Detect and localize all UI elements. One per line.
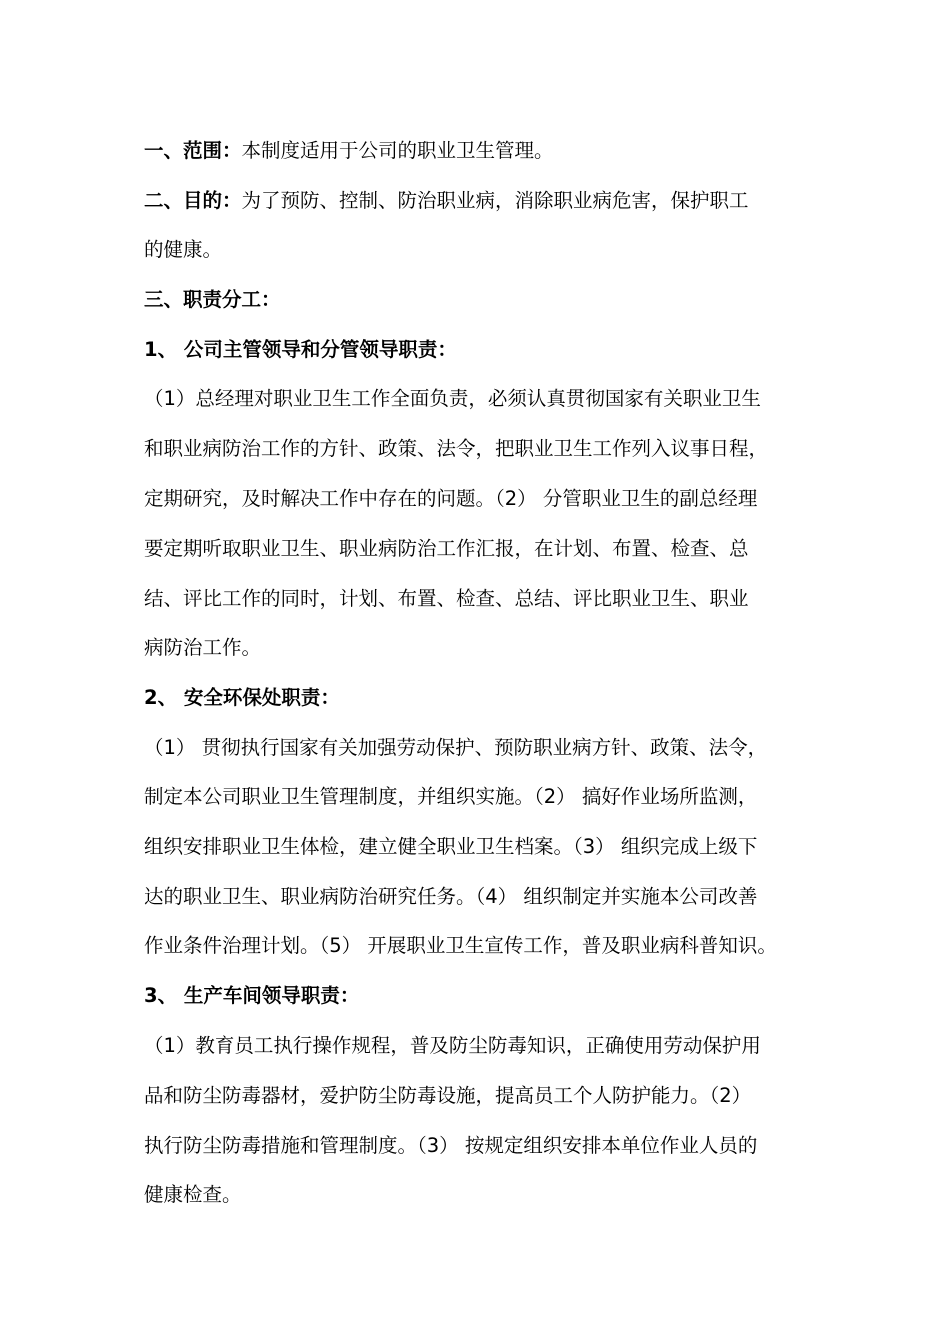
section1-line: 要定期听取职业卫生、职业病防治工作汇报，在计划、布置、检查、总	[144, 537, 749, 560]
section1-line: 病防治工作。	[144, 636, 262, 659]
scope-text: 本制度适用于公司的职业卫生管理。	[241, 139, 554, 162]
section2-line: 制定本公司职业卫生管理制度，并组织实施。（2） 搞好作业场所监测，	[144, 785, 758, 808]
section1-line: 和职业病防治工作的方针、政策、法令，把职业卫生工作列入议事日程，	[144, 437, 769, 460]
section1-heading: 1、 公司主管领导和分管领导职责：	[144, 338, 457, 361]
section1-line: 结、评比工作的同时，计划、布置、检查、总结、评比职业卫生、职业	[144, 587, 749, 610]
section2-line: 组织安排职业卫生体检，建立健全职业卫生档案。（3） 组织完成上级下	[144, 835, 758, 858]
section2-line: 达的职业卫生、职业病防治研究任务。（4） 组织制定并实施本公司改善	[144, 885, 758, 908]
section3-line: 健康检查。	[144, 1183, 242, 1206]
section2-line: 作业条件治理计划。（5） 开展职业卫生宣传工作，普及职业病科普知识。	[144, 934, 777, 957]
section2-heading: 2、 安全环保处职责：	[144, 686, 340, 709]
purpose-paragraph	[144, 186, 834, 216]
purpose-heading: 二、目的：	[144, 189, 242, 212]
purpose-text-line-2: 的健康。	[144, 238, 223, 261]
section1-line: （1）总经理对职业卫生工作全面负责，必须认真贯彻国家有关职业卫生	[144, 387, 761, 410]
section3-line: （1）教育员工执行操作规程，普及防尘防毒知识，正确使用劳动保护用	[144, 1034, 761, 1057]
section1-line: 定期研究，及时解决工作中存在的问题。（2） 分管职业卫生的副总经理	[144, 487, 758, 510]
purpose-text-line-1: 为了预防、控制、防治职业病，消除职业病危害，保护职工	[241, 189, 749, 212]
section2-line: （1） 贯彻执行国家有关加强劳动保护、预防职业病方针、政策、法令，	[144, 736, 768, 759]
section3-line: 品和防尘防毒器材，爱护防尘防毒设施，提高员工个人防护能力。（2）	[144, 1084, 752, 1107]
section3-heading: 3、 生产车间领导职责：	[144, 984, 360, 1007]
scope-heading: 一、范围：	[144, 139, 242, 162]
section3-line: 执行防尘防毒措施和管理制度。（3） 按规定组织安排本单位作业人员的	[144, 1134, 758, 1157]
duties-heading: 三、职责分工：	[144, 288, 281, 311]
scope-paragraph	[144, 136, 834, 166]
